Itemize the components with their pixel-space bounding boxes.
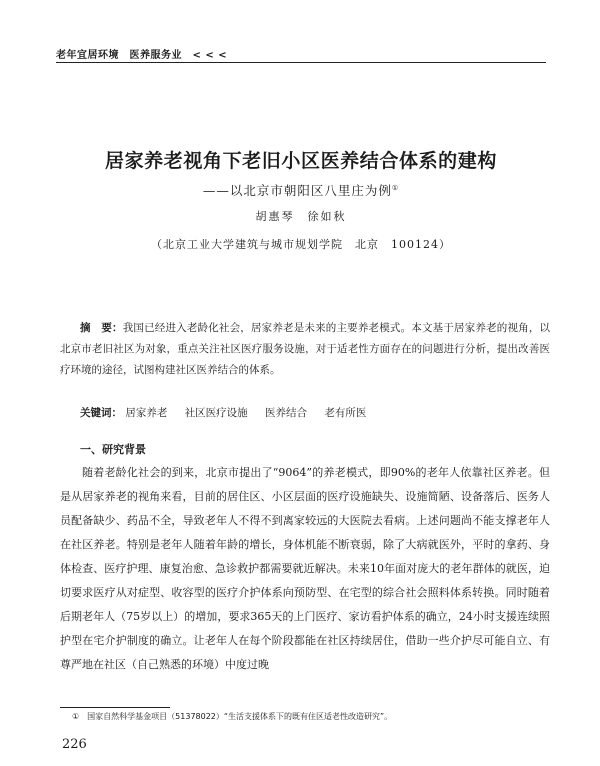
footnote-text: 国家自然科学基金项目（51378022）“生活支援体系下的既有住区适老性改造研究”。 — [87, 712, 393, 721]
running-head: 老年宜居环境 医养服务业 < < < — [56, 50, 228, 61]
authors: 胡惠琴 徐如秋 — [255, 210, 347, 223]
page-number: 226 — [62, 737, 87, 752]
body-paragraph: 随着老龄化社会的到来，北京市提出了“9064”的养老模式，即90%的老年人依靠社区养老。但是从居家养老的视角来看，目前的居住区、小区层面的医疗设施缺失、设施简陋、设备落后、医务人员配备缺少、药品不全，导致老年人不得不到离家较远的大医院去看病。上述问题尚不能支撑老年人在社区养老。特别是老年人随着年龄的增长，身体机能不断衰弱，除了大病就医外，平时的拿药、身体检查、医疗护理、康复治愈、急诊救护都需要就近解决。未来10年面对庞大的老年群体的就医，迫切要求医疗从对症型、收容型的医疗介护体系向预防型、在宅型的综合社会照料体系转换。同时随着后期老年人（75岁以上）的增加，要求365天的上门医疗、家访看护体系的确立，24小时支援连续照护型在宅介护制度的确立。让老年人在每个阶段都能在社区持续居住，借助一些介护尽可能自立、有尊严地在社区（自己熟悉的环境）中度过晚 — [60, 466, 550, 671]
abstract-label: 摘 要： — [80, 322, 123, 334]
keywords-label: 关键词： — [80, 407, 122, 419]
abstract — [60, 318, 550, 381]
keyword: 居家养老 — [125, 407, 168, 419]
article-subtitle — [56, 181, 546, 199]
affiliation: （北京工业大学建筑与城市规划学院 北京 100124） — [151, 238, 451, 251]
abstract-text: 我国已经进入老龄化社会，居家养老是未来的主要养老模式。本文基于居家养老的视角，以北京市老旧社区为对象，重点关注社区医疗服务设施，对于适老性方面存在的问题进行分析，提出改善医疗环境的途径，试图构建社区医养结合的体系。 — [60, 322, 551, 376]
keywords — [80, 405, 380, 420]
subtitle-text: ——以北京市朝阳区八里庄为例 — [202, 183, 392, 198]
footnote-marker: ① — [72, 712, 80, 721]
footnote — [72, 711, 392, 722]
header-rule — [56, 62, 546, 63]
keyword: 社区医疗设施 — [184, 407, 248, 419]
footnote-rule — [60, 707, 170, 708]
subtitle-note-marker: ① — [391, 183, 400, 192]
keyword: 老有所医 — [324, 407, 367, 419]
section-heading: 一、研究背景 — [80, 443, 146, 456]
keyword: 医养结合 — [265, 407, 308, 419]
article-title: 居家养老视角下老旧小区医养结合体系的建构 — [104, 150, 497, 172]
